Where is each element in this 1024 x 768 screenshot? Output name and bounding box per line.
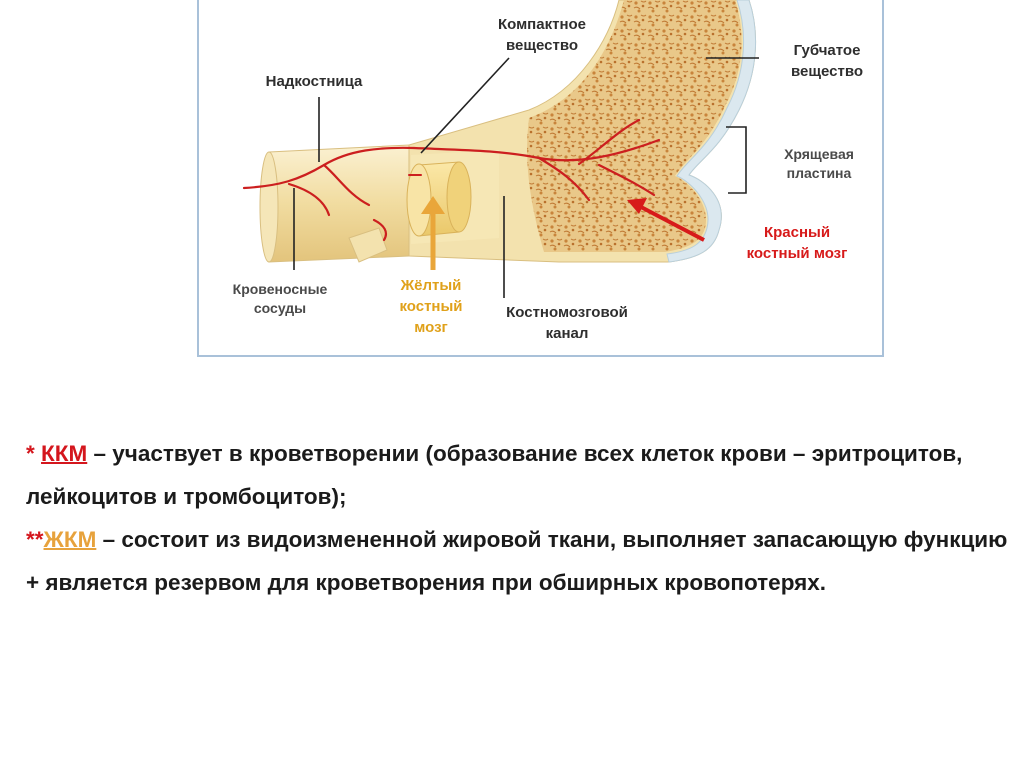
label-periosteum: Надкостница xyxy=(265,73,363,90)
medullary-canal xyxy=(407,150,499,244)
note-text: – участвует в кроветворении (образование всех клеток крови – эритроцитов, лейкоцитов и тромбоцитов); xyxy=(26,441,963,509)
label-compact-substance: Компактное вещество xyxy=(497,16,587,54)
label-blood-vessels: Кровеносные сосуды xyxy=(232,281,328,316)
bone-diagram xyxy=(197,0,884,357)
note-marker: * xyxy=(26,441,35,466)
label-medullary-canal: Костномозговой канал xyxy=(506,304,628,342)
cartilage-bracket xyxy=(726,127,746,193)
label-cartilage-plate: Хрящевая пластина xyxy=(784,146,854,181)
note-yellow-marrow xyxy=(26,518,1016,604)
notes-block xyxy=(26,432,1016,604)
label-spongy-substance: Губчатое вещество xyxy=(790,42,864,80)
note-red-marrow xyxy=(26,432,1016,518)
term-zhkm: ЖКМ xyxy=(43,527,97,552)
note-marker: ** xyxy=(26,527,44,552)
bone-shaft xyxy=(260,145,409,262)
note-text: – состоит из видоизмененной жировой ткани, выполняет запасающую функцию + является резервом для кроветворения при обширных кровопотерях. xyxy=(26,527,1008,595)
label-yellow-marrow: Жёлтый костный мозг xyxy=(399,277,463,336)
label-red-marrow: Красный костный мозг xyxy=(746,224,848,262)
term-kkm: ККМ xyxy=(41,441,88,466)
